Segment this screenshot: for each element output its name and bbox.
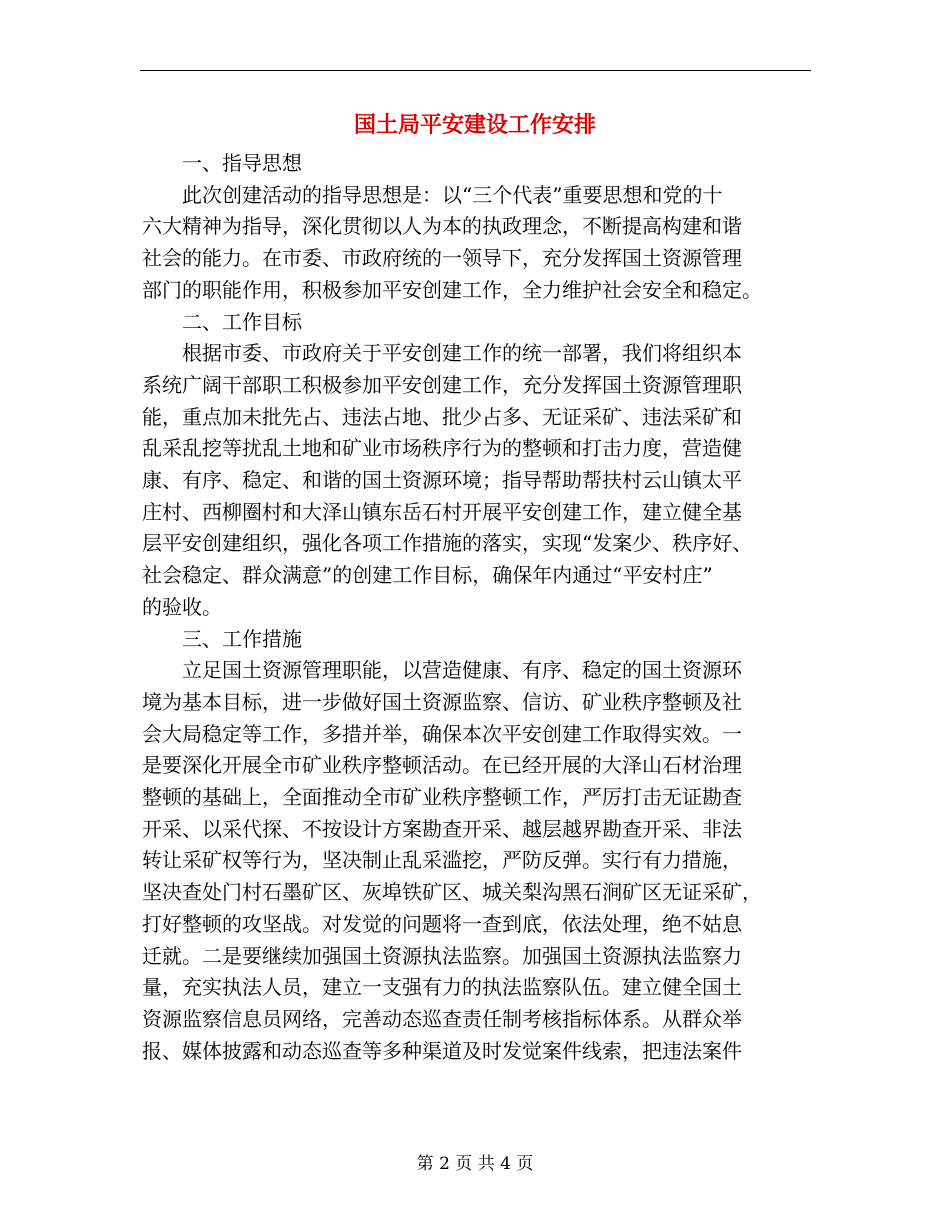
section-heading-guiding-ideology: 一、指导思想 (182, 151, 302, 175)
document-body (142, 148, 802, 1067)
paragraph-work-goals: 根据市委、市政府关于平安创建工作的统一部署，我们将组织本 系统广阔干部职工积极参加平安创建工作，充分发挥国土资源管理职 能，重点加未批先占、违法占地、批少占多、无证采矿、违法采矿和 乱采乱挖等扰乱土地和矿业市场秩序行为的整顿和打击力度，营造健 康、有序、稳定、和谐的国土资源环境；指导帮助帮扶村云山镇太平 庄村、西柳圈村和大泽山镇东岳石村开展平安创建工作，建立健全基 层平安创建组织，强化各项工作措施的落实，实现“发案少、秩序好、 社会稳定、群众满意”的创建工作目标，确保年内通过“平安村庄” 的验收。 (142, 341, 753, 619)
document-title: 国土局平安建设工作安排 (353, 113, 596, 138)
page-number: 第 2 页 共 4 页 (416, 1154, 534, 1174)
paragraph-guiding-ideology: 此次创建活动的指导思想是：以“三个代表”重要思想和党的十 六大精神为指导，深化贯彻以人为本的执政理念，不断提高构建和谐 社会的能力。在市委、市政府统的一领导下，充分发挥国土资源管理 部门的职能作用，积极参加平安创建工作，全力维护社会安全和稳定。 (142, 182, 762, 302)
header-rule (140, 70, 811, 71)
section-heading-work-measures: 三、工作措施 (182, 626, 302, 651)
paragraph-work-measures: 立足国土资源管理职能，以营造健康、有序、稳定的国土资源环 境为基本目标，进一步做好国土资源监察、信访、矿业秩序整顿及社 会大局稳定等工作，多措并举，确保本次平安创建工作取得实效。一 是要深化开展全市矿业秩序整顿活动。在已经开展的大泽山石材治理 整顿的基础上，全面推动全市矿业秩序整顿工作，严厉打击无证勘查 开采、以采代探、不按设计方案勘查开采、越层越界勘查开采、非法 转让采矿权等行为，坚决制止乱采滥挖，严防反弹。实行有力措施， 坚决查处门村石墨矿区、灰埠铁矿区、城关梨沟黑石涧矿区无证采矿， 打好整顿的攻坚战。对发觉的问题将一查到底，依法处理，绝不姑息 迁就。二是要继续加强国土资源执法监察。加强国土资源执法监察力 量，充实执法人员，建立一支强有力的执法监察队伍。建立健全国土 资源监察信息员网络，完善动态巡查责任制考核指标体系。从群众举 报、媒体披露和动态巡查等多种渠道及时发觉案件线索，把违法案件 (142, 658, 762, 1063)
section-heading-work-goals: 二、工作目标 (182, 309, 302, 334)
